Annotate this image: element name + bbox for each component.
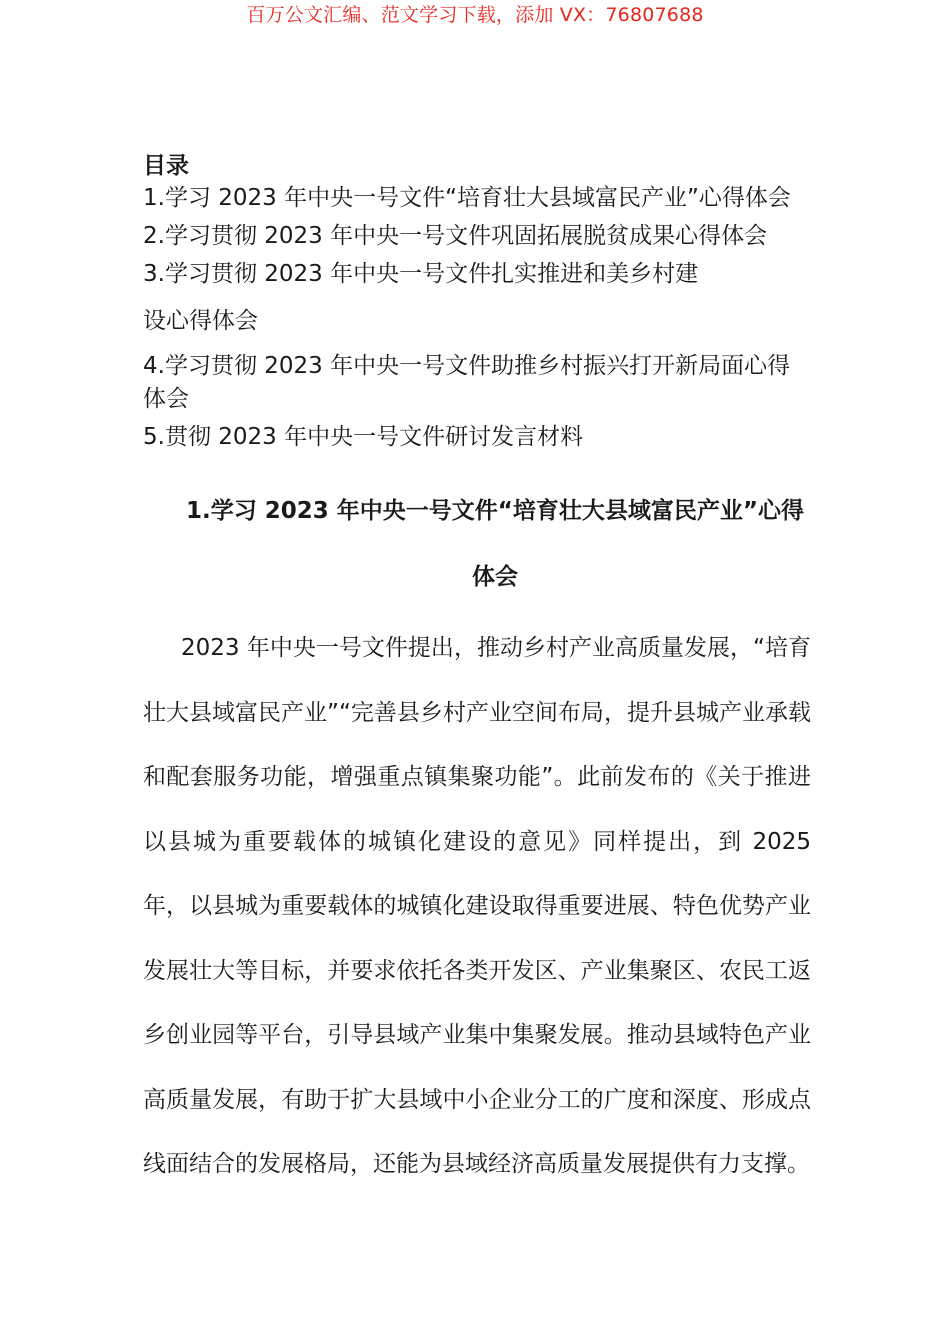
section-title: 1.学习 2023 年中央一号文件“培育壮大县域富民产业”心得体会 (185, 498, 804, 590)
body-paragraph: 2023 年中央一号文件提出，推动乡村产业高质量发展，“培育壮大县域富民产业”“完善县乡村产业空间布局，提升县城产业承载和配套服务功能，增强重点镇集聚功能”。此前发布的《关于推进以县城为重要载体的城镇化建设的意见》同样提出，到 2025 年，以县城为重要载体的城镇化建设取得重要进展、特色优势产业发展壮大等目标，并要求依托各类开发区、产业集聚区、农民工返乡创业园等平台，引导县域产业集中集聚发展。推动县域特色产业高质量发展，有助于扩大县域中小企业分工的广度和深度、形成点线面结合的发展格局，还能为县域经济高质量发展提供有力支撑。 (143, 635, 811, 1177)
toc-item-1[interactable]: 1.学习 2023 年中央一号文件“培育壮大县域富民产业”心得体会 (143, 185, 791, 211)
document-page (143, 150, 811, 1197)
toc-list (143, 182, 811, 454)
toc-item-5[interactable]: 5.贯彻 2023 年中央一号文件研讨发言材料 (143, 424, 584, 450)
toc-item-4[interactable]: 4.学习贯彻 2023 年中央一号文件助推乡村振兴打开新局面心得体会 (143, 353, 791, 412)
toc-item-2[interactable]: 2.学习贯彻 2023 年中央一号文件巩固拓展脱贫成果心得体会 (143, 223, 768, 249)
toc-item-3[interactable]: 3.学习贯彻 2023 年中央一号文件扎实推进和美乡村建 (143, 261, 699, 287)
toc-title: 目录 (143, 153, 189, 179)
watermark-banner: 百万公文汇编、范文学习下载，添加 VX：76807688 (246, 4, 704, 26)
toc-item-3-continued[interactable]: 设心得体会 (143, 308, 258, 334)
